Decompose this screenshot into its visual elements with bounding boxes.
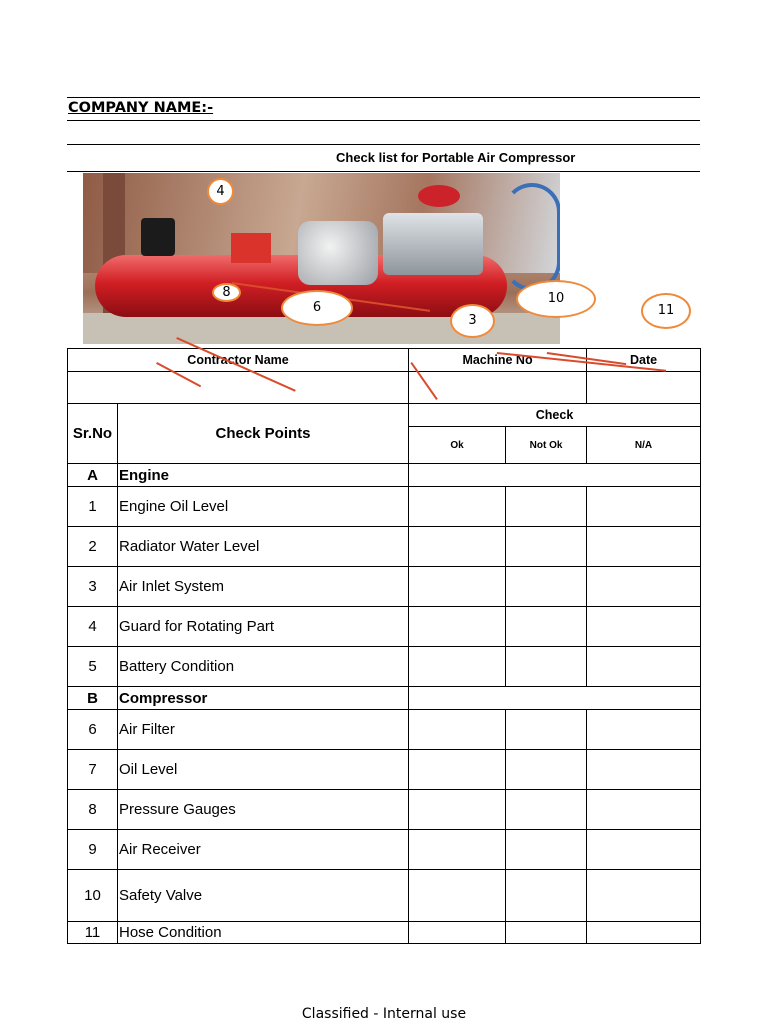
na-header: N/A	[587, 427, 701, 464]
ok-cell[interactable]	[409, 567, 506, 607]
checklist-table	[67, 348, 701, 944]
srno-header: Sr.No	[68, 404, 118, 464]
contractor-name-field[interactable]	[68, 372, 409, 404]
item-text: Guard for Rotating Part	[118, 607, 409, 647]
classification-footer: Classified - Internal use	[301, 1006, 467, 1022]
checklist-sheet	[67, 97, 700, 944]
item-number: 7	[68, 750, 118, 790]
not-ok-cell[interactable]	[506, 870, 587, 922]
blank-row	[67, 121, 700, 145]
section-row	[68, 464, 701, 487]
machine-no-header: Machine No	[409, 349, 587, 372]
table-row	[68, 607, 701, 647]
item-number: 5	[68, 647, 118, 687]
item-number: 9	[68, 830, 118, 870]
ok-cell[interactable]	[409, 922, 506, 944]
ok-cell[interactable]	[409, 750, 506, 790]
table-row	[68, 830, 701, 870]
company-name-label: COMPANY NAME:-	[68, 100, 214, 116]
ok-cell[interactable]	[409, 607, 506, 647]
not-ok-cell[interactable]	[506, 487, 587, 527]
check-header-row	[68, 404, 701, 427]
na-cell[interactable]	[587, 487, 701, 527]
na-cell[interactable]	[587, 647, 701, 687]
na-cell[interactable]	[587, 750, 701, 790]
info-entry-row	[68, 372, 701, 404]
item-text: Radiator Water Level	[118, 527, 409, 567]
table-row	[68, 487, 701, 527]
na-cell[interactable]	[587, 870, 701, 922]
callout-11: 11	[641, 293, 691, 329]
na-cell[interactable]	[587, 527, 701, 567]
ok-cell[interactable]	[409, 710, 506, 750]
callout-10: 10	[516, 280, 596, 318]
ok-cell[interactable]	[409, 647, 506, 687]
check-points-header: Check Points	[118, 404, 409, 464]
item-number: 4	[68, 607, 118, 647]
item-text: Engine Oil Level	[118, 487, 409, 527]
ok-header: Ok	[409, 427, 506, 464]
section-row	[68, 687, 701, 710]
not-ok-header: Not Ok	[506, 427, 587, 464]
item-text: Pressure Gauges	[118, 790, 409, 830]
item-text: Air Inlet System	[118, 567, 409, 607]
compressor-photo-row	[67, 172, 700, 348]
not-ok-cell[interactable]	[506, 750, 587, 790]
table-row	[68, 922, 701, 944]
not-ok-cell[interactable]	[506, 567, 587, 607]
item-text: Hose Condition	[118, 922, 409, 944]
item-number: 10	[68, 870, 118, 922]
item-number: 3	[68, 567, 118, 607]
not-ok-cell[interactable]	[506, 527, 587, 567]
callout-6: 6	[281, 290, 353, 326]
contractor-name-header: Contractor Name	[68, 349, 409, 372]
ok-cell[interactable]	[409, 830, 506, 870]
not-ok-cell[interactable]	[506, 647, 587, 687]
item-text: Safety Valve	[118, 870, 409, 922]
item-number: 1	[68, 487, 118, 527]
na-cell[interactable]	[587, 607, 701, 647]
ok-cell[interactable]	[409, 870, 506, 922]
check-header: Check	[409, 404, 701, 427]
not-ok-cell[interactable]	[506, 607, 587, 647]
na-cell[interactable]	[587, 830, 701, 870]
not-ok-cell[interactable]	[506, 922, 587, 944]
date-field[interactable]	[587, 372, 701, 404]
table-row	[68, 750, 701, 790]
na-cell[interactable]	[587, 567, 701, 607]
company-name-row	[67, 97, 700, 121]
item-number: 8	[68, 790, 118, 830]
section-code: A	[68, 464, 118, 487]
item-number: 6	[68, 710, 118, 750]
table-row	[68, 710, 701, 750]
document-title: Check list for Portable Air Compressor	[67, 145, 700, 172]
ok-cell[interactable]	[409, 487, 506, 527]
section-name: Compressor	[118, 687, 409, 710]
table-row	[68, 527, 701, 567]
section-name: Engine	[118, 464, 409, 487]
section-code: B	[68, 687, 118, 710]
table-row	[68, 790, 701, 830]
table-row	[68, 647, 701, 687]
item-text: Air Receiver	[118, 830, 409, 870]
table-row	[68, 567, 701, 607]
item-text: Battery Condition	[118, 647, 409, 687]
item-number: 11	[68, 922, 118, 944]
na-cell[interactable]	[587, 710, 701, 750]
not-ok-cell[interactable]	[506, 790, 587, 830]
not-ok-cell[interactable]	[506, 830, 587, 870]
item-text: Oil Level	[118, 750, 409, 790]
callout-4: 4	[207, 178, 234, 205]
not-ok-cell[interactable]	[506, 710, 587, 750]
na-cell[interactable]	[587, 790, 701, 830]
ok-cell[interactable]	[409, 790, 506, 830]
callout-3: 3	[450, 304, 495, 338]
table-row	[68, 870, 701, 922]
callout-8: 8	[212, 283, 241, 302]
date-header: Date	[587, 349, 701, 372]
motor	[298, 221, 378, 285]
ok-cell[interactable]	[409, 527, 506, 567]
item-text: Air Filter	[118, 710, 409, 750]
na-cell[interactable]	[587, 922, 701, 944]
item-number: 2	[68, 527, 118, 567]
